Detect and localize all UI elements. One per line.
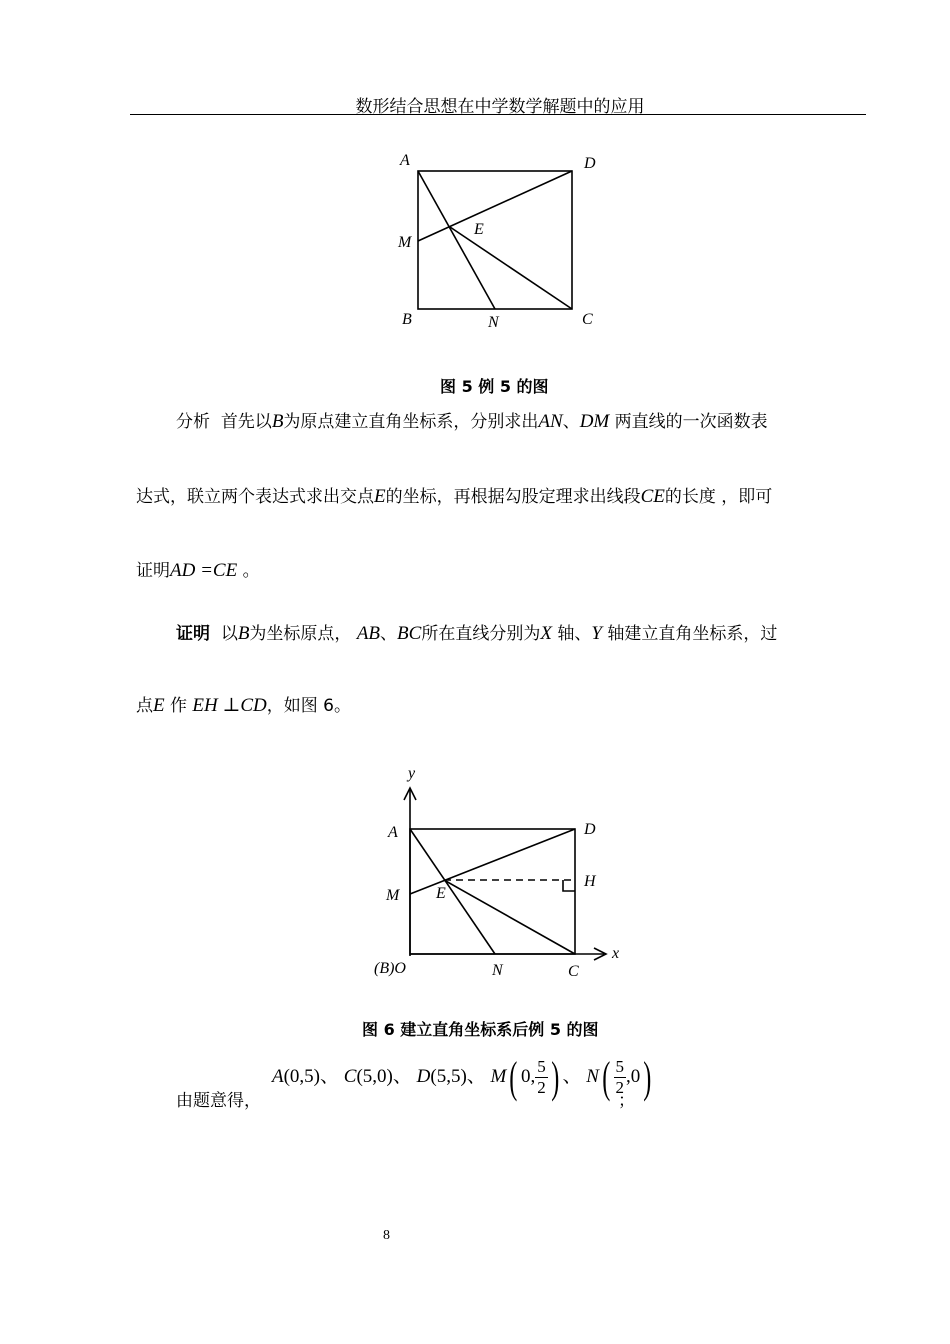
figure-6-caption: 图 6 建立直角坐标系后例 5 的图 [362,1020,599,1039]
proof-line-1: 证明 以B为坐标原点， AB、BC所在直线分别为X 轴、Y 轴建立直角坐标系，过 [176,623,778,644]
page-number: 8 [383,1228,390,1243]
segment-md [410,829,575,894]
label-a: A [400,152,410,169]
label-e: E [474,221,484,238]
label-c: C [582,311,593,328]
label-d: D [584,821,596,838]
header-rule [130,114,866,115]
given-end: ； [618,1091,635,1111]
figure-6-diagram [366,760,636,990]
square-abcd [410,829,575,954]
running-header: 数形结合思想在中学数学解题中的应用 [355,97,645,117]
analysis-line-1: 分析 首先以B为原点建立直角坐标系，分别求出AN、DM 两直线的一次函数表 [176,411,768,432]
analysis-line-3: 证明AD =CE 。 [136,560,260,581]
given-coordinates: A(0,5)、 C(5,0)、 D(5,5)、 M( 0, $\frac{5}{2}$ ) 、 N( $\frac{5}{2}$ ,0) [272,1052,652,1102]
label-a: A [388,824,398,841]
label-e: E [436,885,446,902]
label-b: B [402,311,412,328]
label-h: H [584,873,596,890]
label-c: C [568,963,579,980]
fraction-n: $\frac{5}{2}$ [615,1057,625,1098]
fraction-m: $\frac{5}{2}$ [537,1057,546,1098]
label-d: D [584,155,596,172]
label-n: N [492,962,503,979]
segment-md [418,171,572,241]
segment-ec [450,227,572,309]
segment-an [410,829,495,954]
analysis-line-2: 达式，联立两个表达式求出交点E的坐标，再根据勾股定理求出线段CE的长度 ，即可 [136,486,773,507]
label-m: M [386,887,400,904]
given-lead: 由题意得， [176,1091,261,1111]
label-n: N [488,314,499,331]
label-m: M [398,234,412,251]
figure-5-diagram [380,145,610,340]
label-y: y [408,765,416,782]
analysis-label: 分析 [176,412,210,432]
square-abcd [418,171,572,309]
segment-ec [444,880,575,954]
proof-label: 证明 [176,624,210,644]
right-angle-mark [563,880,575,891]
figure-5-caption: 图 5 例 5 的图 [440,377,549,396]
label-x: x [612,945,620,962]
segment-an [418,171,495,309]
label-origin: (B)O [374,960,406,977]
proof-line-2: 点E 作 EH ⊥CD，如图 6。 [136,695,351,716]
